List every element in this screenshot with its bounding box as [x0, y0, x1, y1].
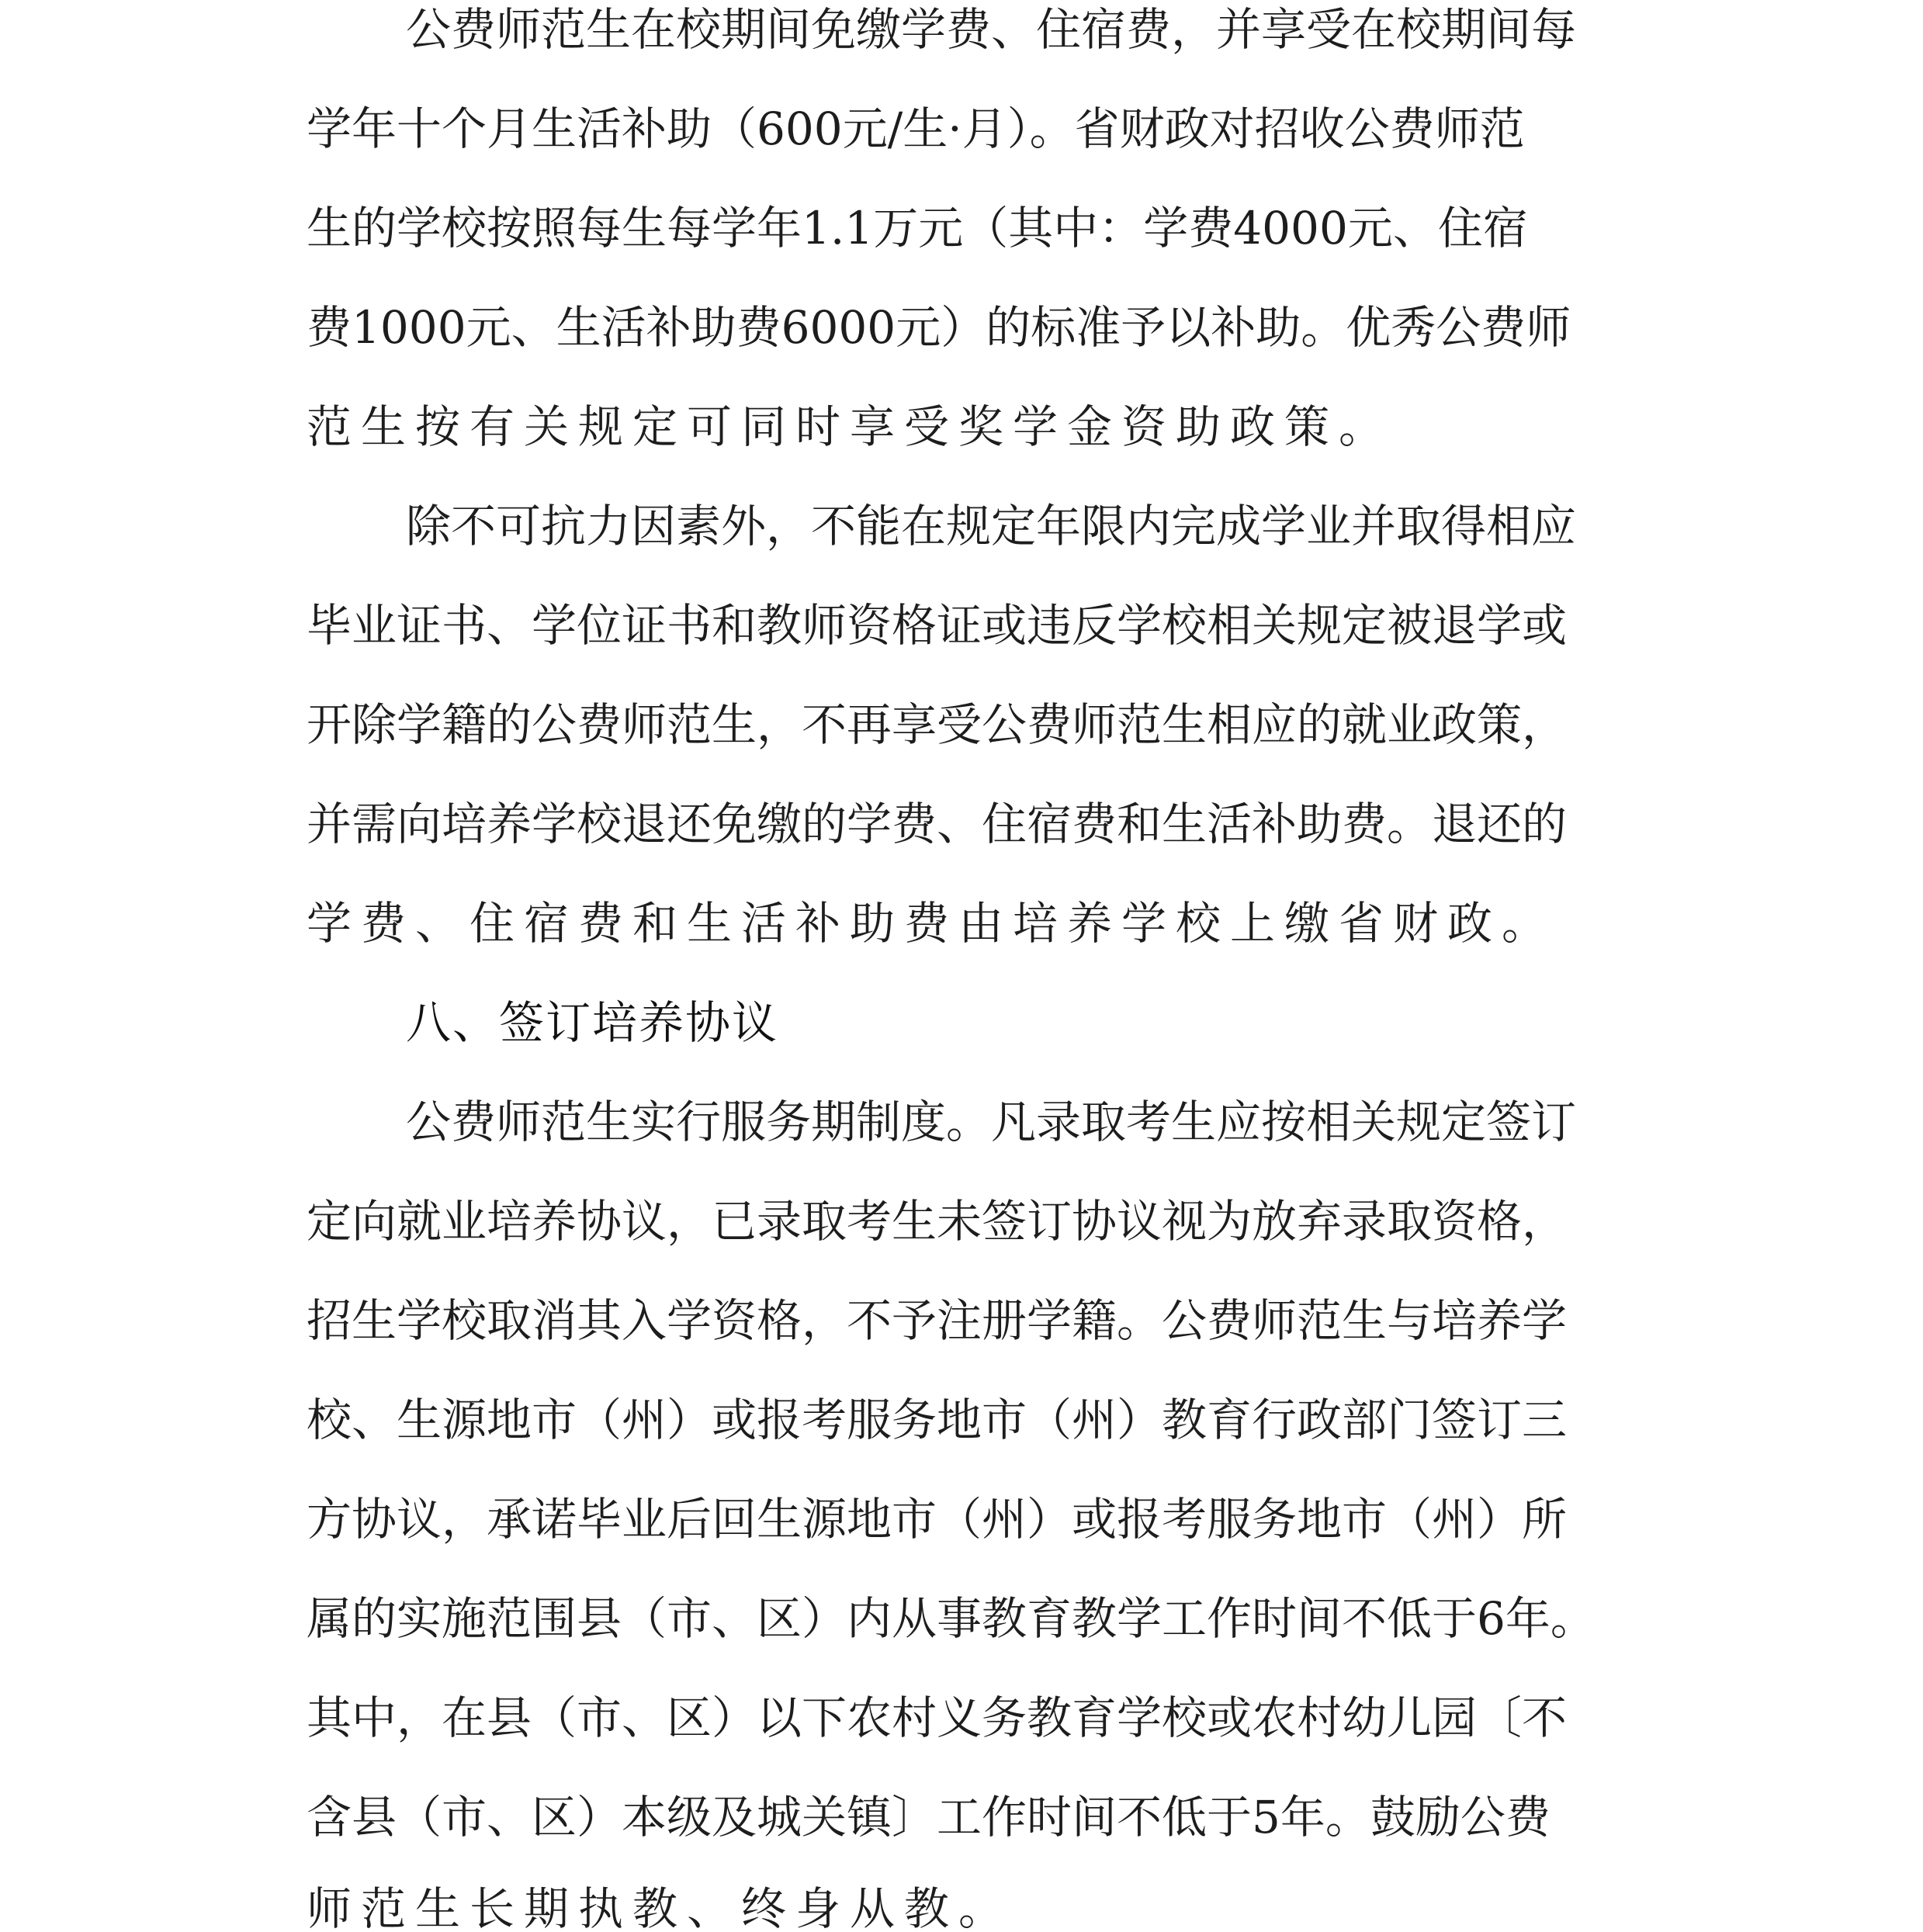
paragraph-3-line-2: 定向就业培养协议，已录取考生未签订协议视为放弃录取资格，: [307, 1195, 1568, 1248]
paragraph-2-line-1: 除不可抗力因素外，不能在规定年限内完成学业并取得相应: [406, 500, 1577, 552]
paragraph-3-line-5: 方协议，承诺毕业后回生源地市（州）或报考服务地市（州）所: [307, 1493, 1568, 1546]
paragraph-3-line-3: 招生学校取消其入学资格，不予注册学籍。公费师范生与培养学: [307, 1294, 1568, 1347]
paragraph-3-line-9: 师范生长期执教、终身从教。: [307, 1885, 1013, 1932]
paragraph-2-line-5: 学费、住宿费和生活补助费由培养学校上缴省财政。: [307, 897, 1557, 950]
paragraph-2-line-4: 并需向培养学校退还免缴的学费、住宿费和生活补助费。退还的: [307, 798, 1568, 850]
paragraph-3-line-1: 公费师范生实行服务期制度。凡录取考生应按相关规定签订: [406, 1096, 1577, 1148]
paragraph-3-line-8: 含县（市、区）本级及城关镇〕工作时间不低于5年。鼓励公费: [307, 1791, 1551, 1844]
paragraph-1-line-5: 范生按有关规定可同时享受奖学金资助政策。: [307, 400, 1394, 453]
paragraph-3-line-4: 校、生源地市（州）或报考服务地市（州）教育行政部门签订三: [307, 1394, 1568, 1446]
paragraph-1-line-4: 费1000元、生活补助费6000元）的标准予以补助。优秀公费师: [307, 301, 1571, 354]
paragraph-3-line-7: 其中，在县（市、区）以下农村义务教育学校或农村幼儿园〔不: [307, 1691, 1568, 1744]
section-heading: 八、签订培养协议: [406, 996, 779, 1049]
paragraph-3-line-6: 属的实施范围县（市、区）内从事教育教学工作时间不低于6年。: [307, 1592, 1596, 1645]
paragraph-1-line-3: 生的学校按照每生每学年1.1万元（其中：学费4000元、住宿: [307, 202, 1528, 254]
paragraph-2-line-2: 毕业证书、学位证书和教师资格证或违反学校相关规定被退学或: [307, 599, 1568, 652]
paragraph-1-line-2: 学年十个月生活补助（600元/生·月）。省财政对招收公费师范: [307, 102, 1525, 155]
paragraph-1-line-1: 公费师范生在校期间免缴学费、住宿费，并享受在校期间每: [406, 3, 1577, 56]
paragraph-2-line-3: 开除学籍的公费师范生，不再享受公费师范生相应的就业政策，: [307, 698, 1568, 751]
